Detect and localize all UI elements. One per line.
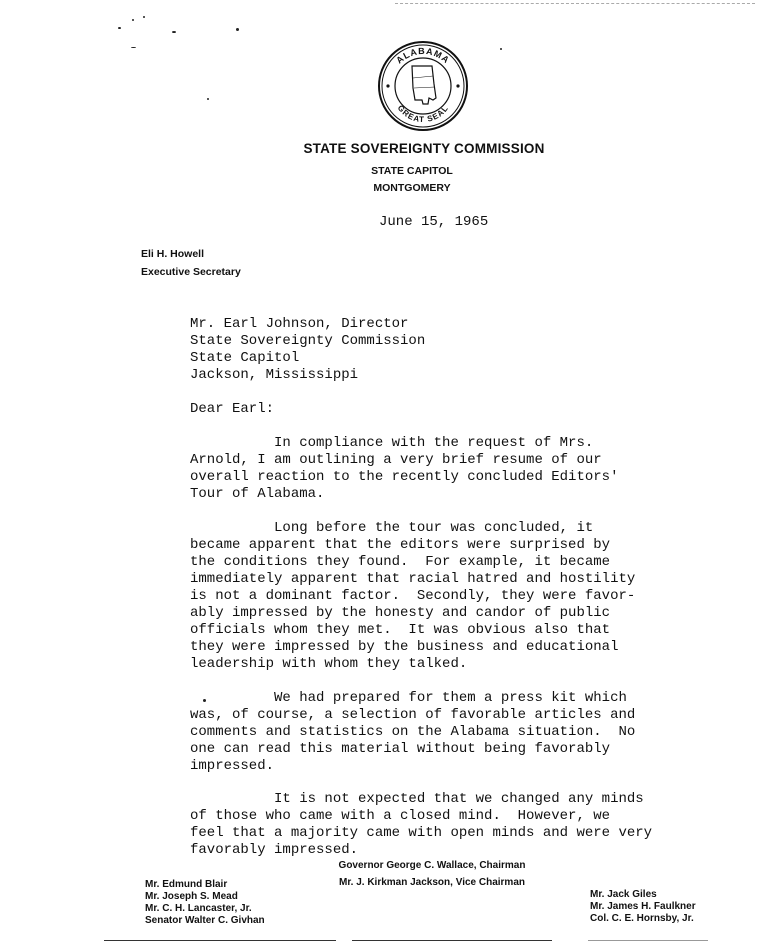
scan-speck — [131, 47, 136, 48]
paragraph-line: In compliance with the request of Mrs. — [190, 435, 594, 451]
scan-speck — [132, 19, 134, 21]
scan-speck — [236, 28, 239, 31]
paragraph-line: feel that a majority came with open minds and were very — [190, 825, 653, 841]
seal-text-top: ALABAMA — [394, 45, 452, 66]
paragraph-line: Tour of Alabama. — [190, 486, 325, 502]
scan-border-top — [395, 3, 755, 4]
address-line: State Capitol — [190, 350, 300, 366]
member-name: Mr. Jack Giles — [590, 889, 657, 900]
scan-speck — [500, 48, 502, 50]
svg-text:ALABAMA — [394, 46, 451, 66]
address-line: State Sovereignty Commission — [190, 333, 426, 349]
paragraph-line: of those who came with a closed mind. However, we — [190, 808, 611, 824]
letterhead-city: MONTGOMERY — [373, 182, 451, 194]
paragraph-line: officials whom they met. It was obvious also that — [190, 622, 611, 638]
scan-speck — [172, 31, 176, 33]
paragraph-line: comments and statistics on the Alabama situation. No — [190, 724, 636, 740]
sender-title: Executive Secretary — [141, 266, 241, 278]
letter-date: June 15, 1965 — [379, 214, 489, 230]
footer-members-right — [590, 889, 696, 925]
paragraph-line: the conditions they found. For example, it became — [190, 554, 611, 570]
scan-speck — [207, 98, 209, 100]
paragraph-line: favorably impressed. — [190, 842, 359, 858]
body-paragraph-4 — [190, 791, 700, 859]
paragraph-line: We had prepared for them a press kit which — [190, 690, 627, 706]
state-seal — [377, 40, 469, 132]
paragraph-line: It is not expected that we changed any minds — [190, 791, 644, 807]
paragraph-line: is not a dominant factor. Secondly, they were favor- — [190, 588, 636, 604]
paragraph-line: they were impressed by the business and educational — [190, 639, 619, 655]
address-line: Mr. Earl Johnson, Director — [190, 316, 409, 332]
footer-rule-right — [588, 940, 708, 941]
member-name: Col. C. E. Hornsby, Jr. — [590, 913, 694, 924]
footer-rule-center — [352, 940, 552, 941]
paragraph-line: leadership with whom they talked. — [190, 656, 468, 672]
body-paragraph-2 — [190, 520, 700, 673]
paragraph-line: immediately apparent that racial hatred and hostility — [190, 571, 636, 587]
member-name: Mr. C. H. Lancaster, Jr. — [145, 903, 252, 914]
member-name: Mr. Joseph S. Mead — [145, 891, 238, 902]
address-line: Jackson, Mississippi — [190, 367, 359, 383]
scan-speck — [118, 27, 121, 29]
paragraph-line: Long before the tour was concluded, it — [190, 520, 594, 536]
letterhead-title: STATE SOVEREIGNTY COMMISSION — [303, 141, 545, 156]
footer-rule-left — [104, 940, 336, 941]
paragraph-line: overall reaction to the recently concluded Editors' — [190, 469, 619, 485]
recipient-address — [190, 316, 425, 384]
member-name: Mr. James H. Faulkner — [590, 901, 696, 912]
paragraph-line: Arnold, I am outlining a very brief resume of our — [190, 452, 602, 468]
paragraph-line: was, of course, a selection of favorable articles and — [190, 707, 636, 723]
footer-vice-chairman: Mr. J. Kirkman Jackson, Vice Chairman — [338, 877, 525, 888]
body-paragraph-3 — [190, 690, 700, 775]
body-paragraph-1 — [190, 435, 700, 503]
salutation: Dear Earl: — [190, 401, 275, 417]
seal-text-bottom: GREAT SEAL — [395, 103, 451, 125]
member-name: Senator Walter C. Givhan — [145, 915, 265, 926]
sender-name: Eli H. Howell — [141, 248, 205, 260]
letterhead-capitol: STATE CAPITOL — [371, 165, 453, 177]
scan-speck — [143, 16, 145, 18]
paragraph-line: became apparent that the editors were surprised by — [190, 537, 611, 553]
footer-members-left — [145, 879, 265, 927]
paragraph-line: one can read this material without being favorably — [190, 741, 611, 757]
footer-chairman: Governor George C. Wallace, Chairman — [338, 860, 526, 871]
member-name: Mr. Edmund Blair — [145, 879, 228, 890]
paragraph-line: ably impressed by the honesty and candor of public — [190, 605, 611, 621]
paragraph-line: impressed. — [190, 758, 275, 774]
